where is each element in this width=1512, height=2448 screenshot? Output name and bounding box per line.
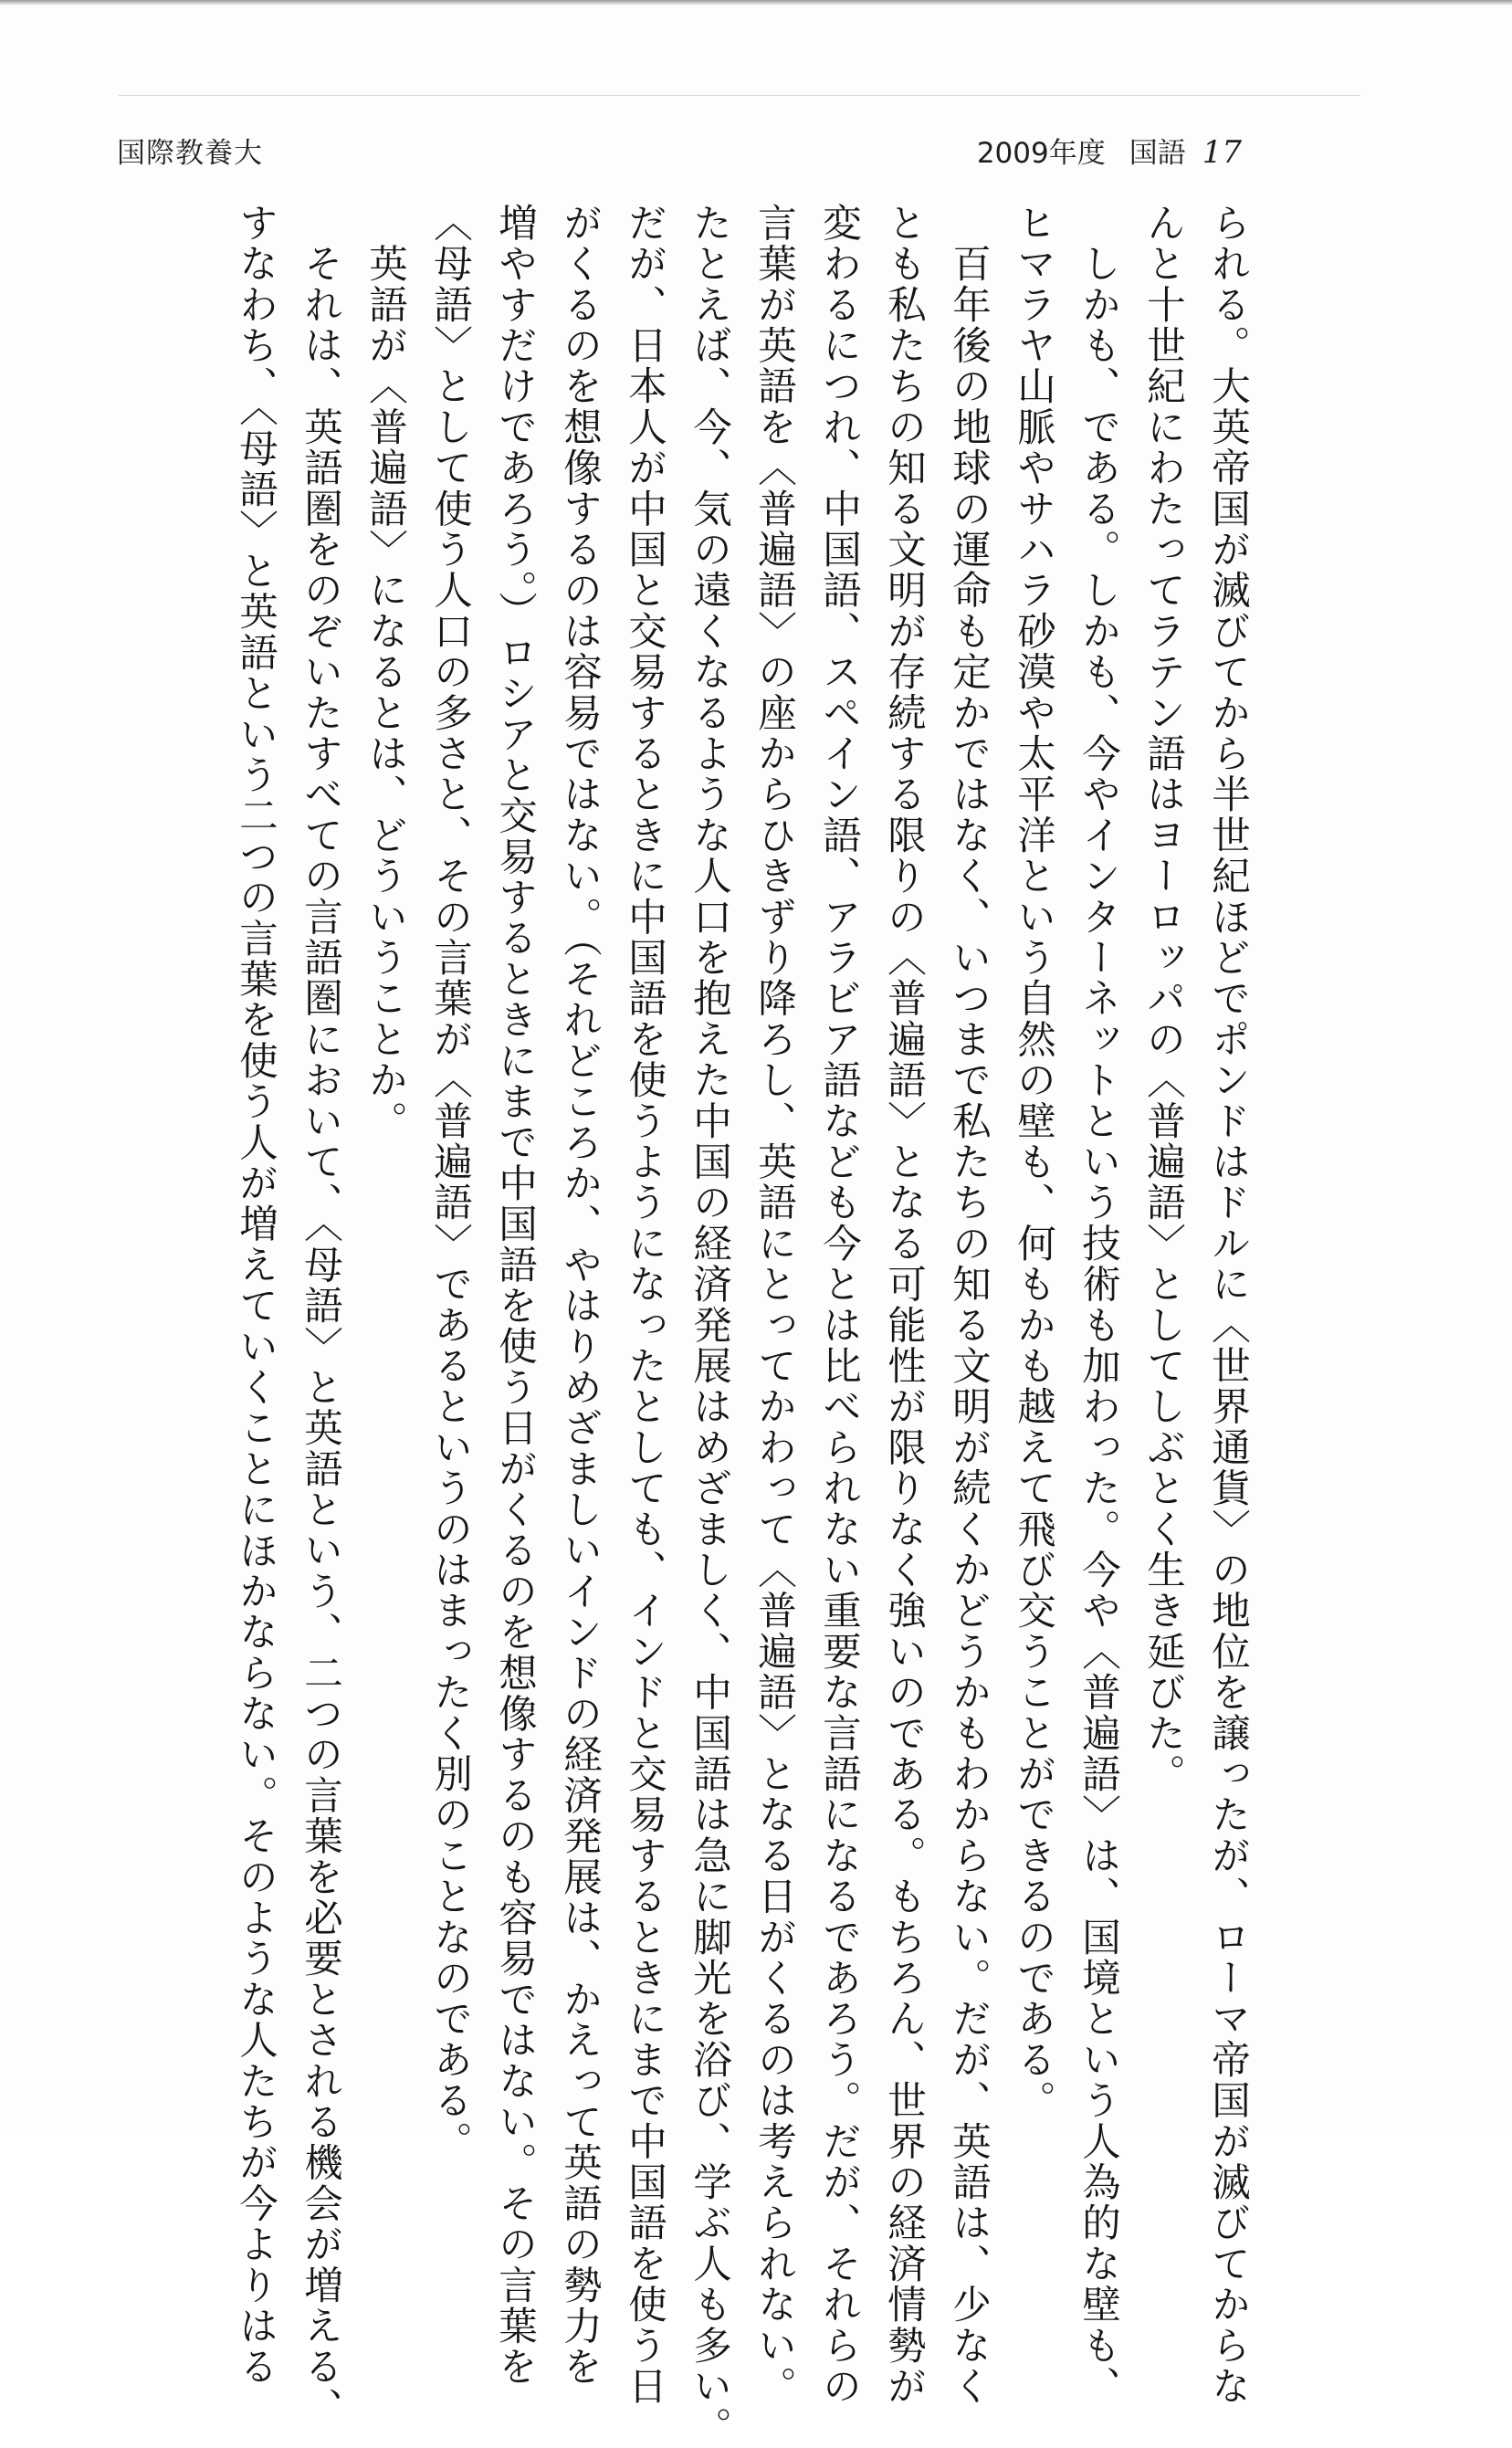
text-line: すなわち、〈母語〉と英語という二つの言葉を使う人が増えていくことにほかならない。そのような人たちが今よりはる — [233, 203, 278, 2388]
text-line: られる。大英帝国が滅びてから半世紀ほどでポンドはドルに〈世界通貨〉の地位を譲ったが、ローマ帝国が滅びてからな — [1205, 203, 1250, 2407]
text-line: がくるのを想像するのは容易ではない。（それどころか、やはりめざましいインドの経済発展は、かえって英語の勢力を — [557, 203, 602, 2388]
text-line: だが、日本人が中国と交易するときに中国語を使うようになったとしても、インドと交易するときにまで中国語を使う日 — [622, 203, 667, 2407]
header-rule — [119, 95, 1360, 96]
vertical-body-text — [223, 203, 1260, 2448]
exam-year: 2009年度 — [976, 137, 1106, 170]
university-name: 国際教養大 — [117, 137, 263, 170]
page-number: 17 — [1202, 134, 1242, 171]
text-line: 〈母語〉として使う人口の多さと、その言葉が〈普遍語〉であるというのはまったく別のことなのである。 — [427, 203, 472, 2162]
text-line: 増やすだけであろう。）ロシアと交易するときにまで中国語を使う日がくるのを想像するのも容易ではない。その言葉を — [492, 203, 537, 2388]
text-line: んと十世紀にわたってラテン語はヨーロッパの〈普遍語〉としてしぶとく生き延びた。 — [1140, 203, 1185, 1795]
text-line: 百年後の地球の運命も定かではなく、いつまで私たちの知る文明が続くかどうかもわからない。だが、英語は、少なく — [946, 203, 991, 2407]
text-line: 言葉が英語を〈普遍語〉の座からひきずり降ろし、英語にとってかわって〈普遍語〉となる日がくるのは考えられない。 — [751, 203, 796, 2407]
text-line: それは、英語圏をのぞいたすべての言語圏において、〈母語〉と英語という、二つの言葉を必要とされる機会が増える、 — [298, 203, 342, 2429]
text-line: 英語が〈普遍語〉になるとは、どういうことか。 — [362, 203, 407, 1142]
scan-edge-shadow — [0, 0, 1512, 5]
text-line: たとえば、今、気の遠くなるような人口を抱えた中国の経済発展はめざましく、中国語は急に脚光を浴び、学ぶ人も多い。 — [687, 203, 731, 2448]
subject-name: 国語 — [1129, 137, 1186, 170]
page-header-right — [977, 130, 1242, 171]
text-line: ヒマラヤ山脈やサハラ砂漠や太平洋という自然の壁も、何もかも越えて飛び交うことができるのである。 — [1011, 203, 1055, 2121]
text-line: 変わるにつれ、中国語、スペイン語、アラビア語なども今とは比べられない重要な言語になるであろう。だが、それらの — [816, 203, 861, 2407]
text-line: とも私たちの知る文明が存続する限りの〈普遍語〉となる可能性が限りなく強いのである。もちろん、世界の経済情勢が — [881, 203, 926, 2407]
text-line: しかも、である。しかも、今やインターネットという技術も加わった。今や〈普遍語〉は、国境という人為的な壁も、 — [1076, 203, 1120, 2407]
